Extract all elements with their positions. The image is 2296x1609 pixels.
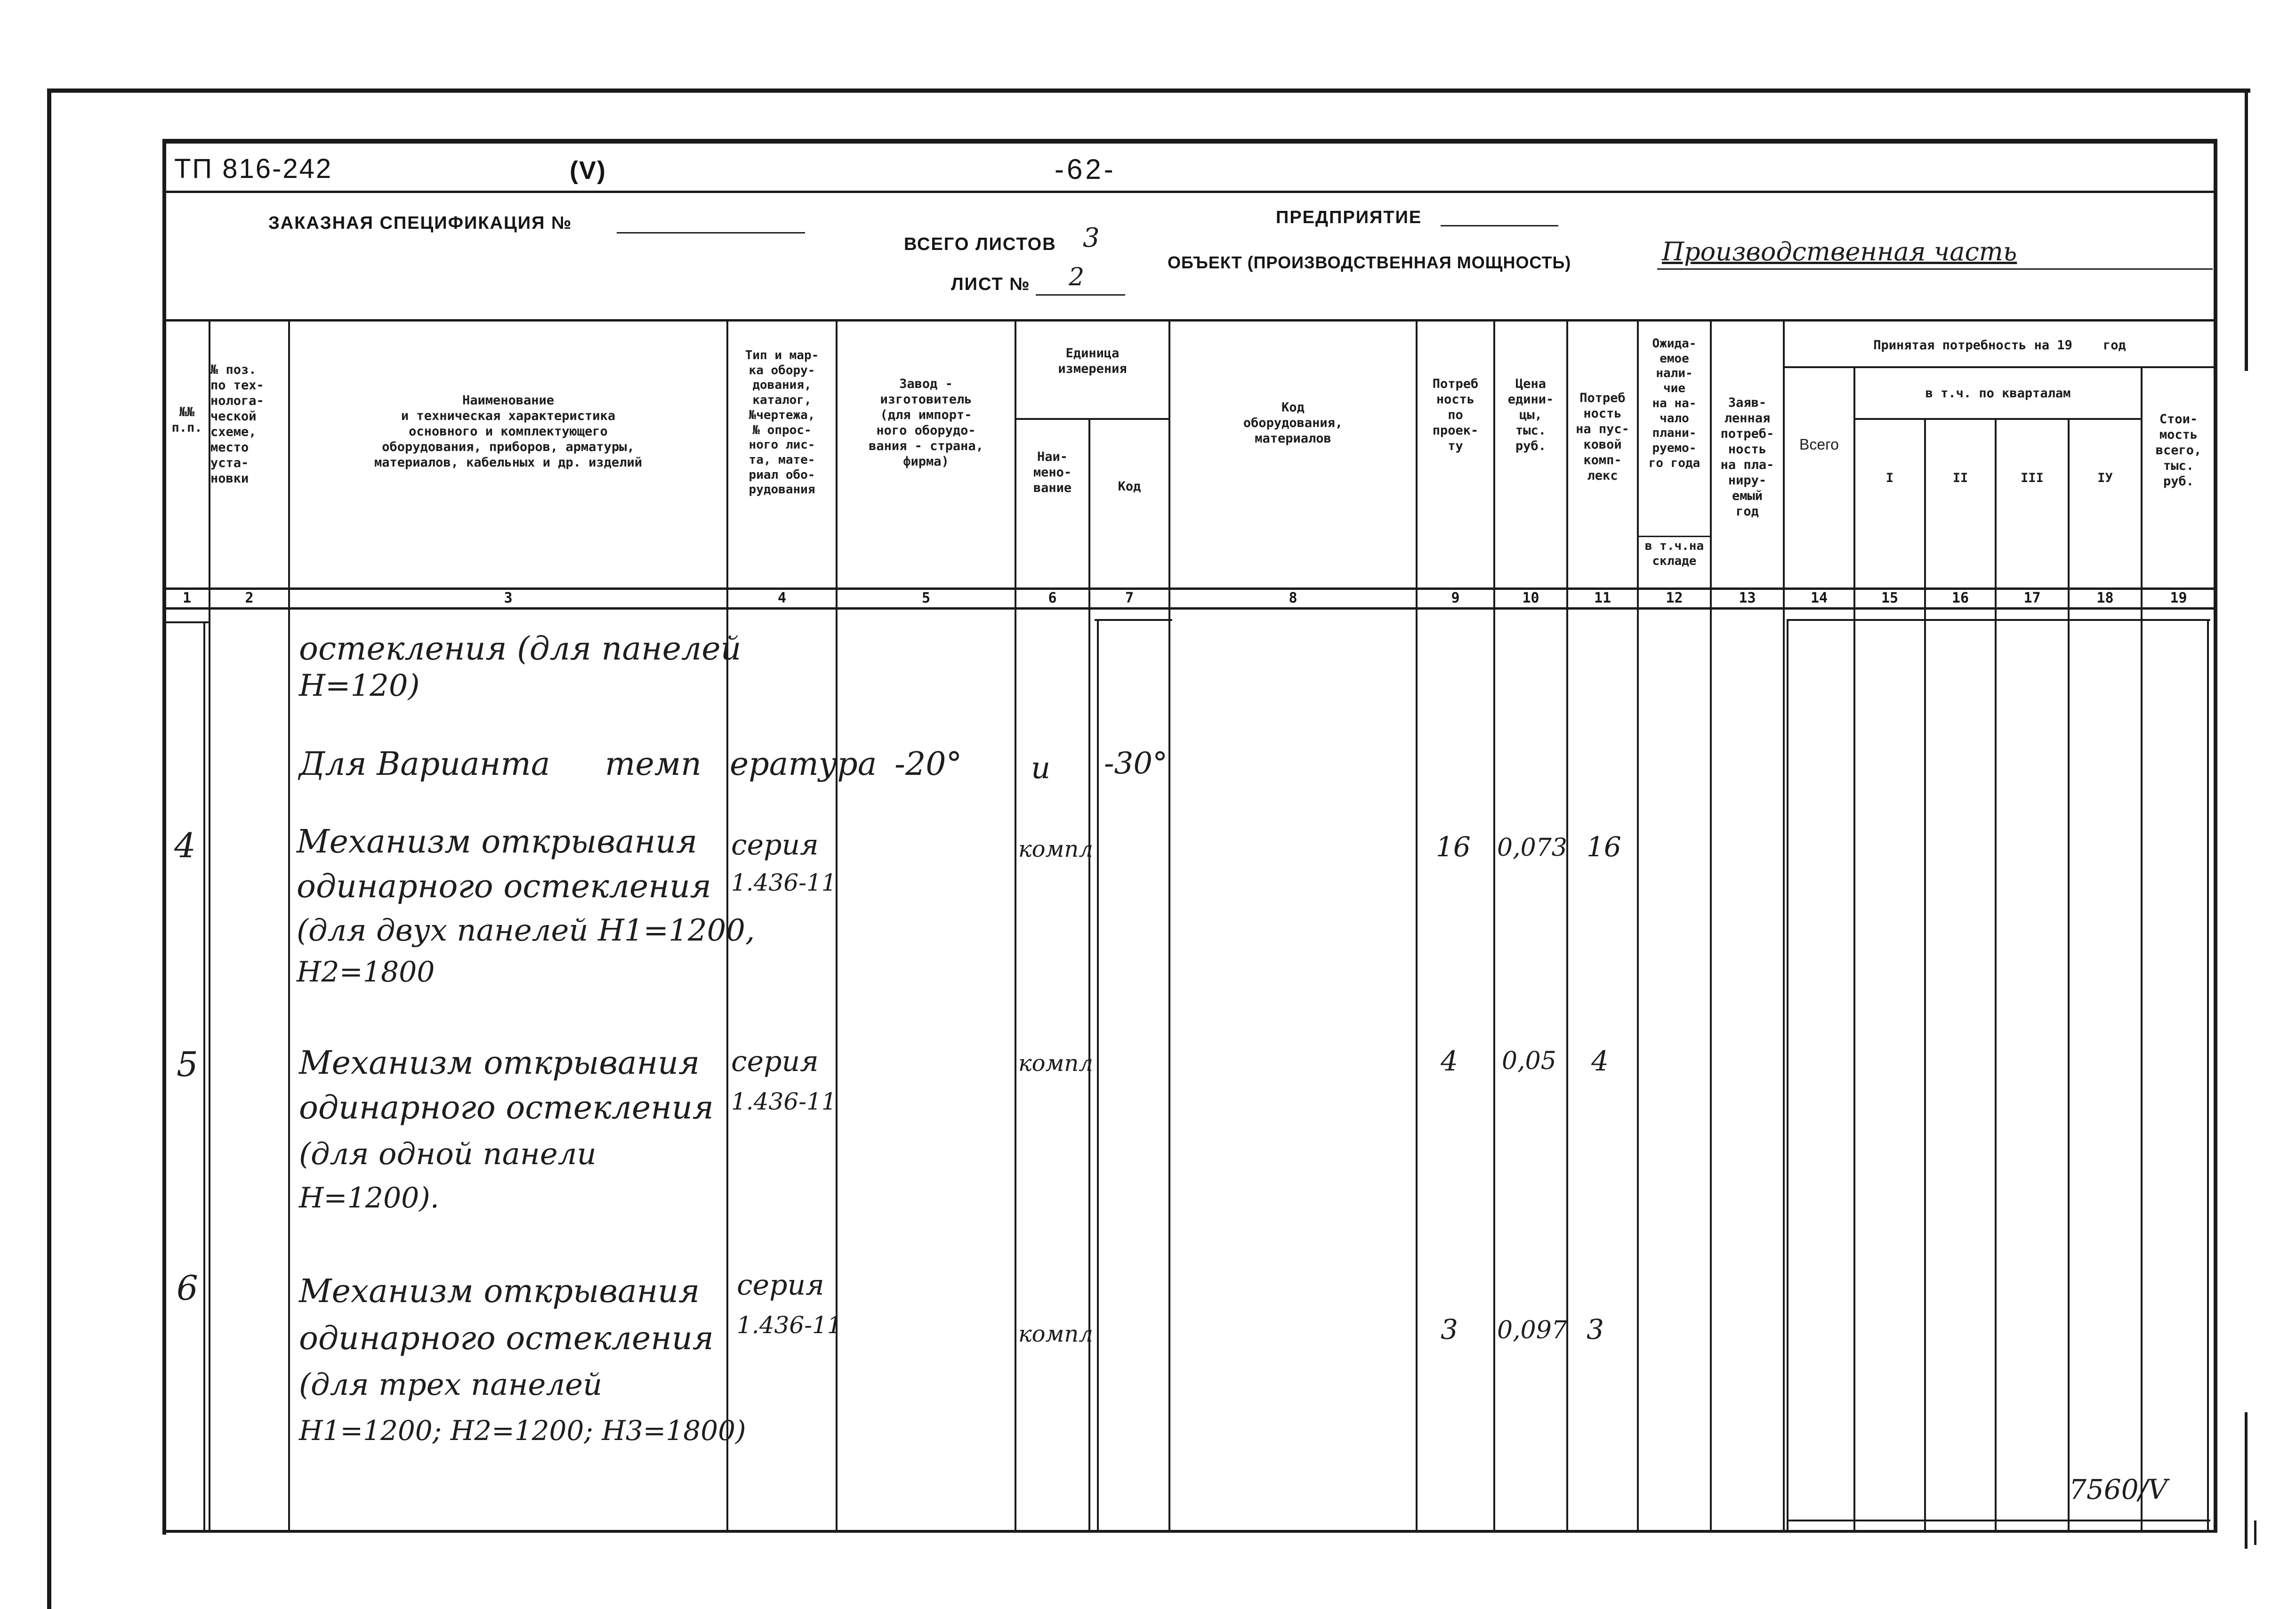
item-launch-qty: 16 bbox=[1587, 831, 1621, 863]
stock-sub-line bbox=[1638, 536, 1711, 537]
col-sep-17 bbox=[2068, 419, 2070, 1532]
col-number: 18 bbox=[2096, 590, 2114, 606]
col-header-6: Наи- мено- вание bbox=[1033, 450, 1072, 495]
col-number: 3 bbox=[504, 590, 513, 606]
body-inner-bottom-c bbox=[1787, 1520, 2210, 1521]
accepted-group-header: Принятая потребность на 19 год bbox=[1873, 338, 2126, 353]
sheet-label: ЛИСТ № bbox=[951, 274, 1031, 294]
col-number: 7 bbox=[1125, 590, 1134, 606]
unit-group-header: Единица измерения bbox=[1058, 346, 1127, 376]
col-sep-5 bbox=[1015, 320, 1016, 1532]
item-launch-qty: 3 bbox=[1587, 1313, 1604, 1345]
spec-number-line bbox=[617, 232, 805, 233]
col-number: 2 bbox=[245, 590, 254, 606]
body-inner-left-c bbox=[1787, 619, 1788, 1532]
col-number: 8 bbox=[1289, 590, 1297, 606]
unit-group-line bbox=[1015, 418, 1169, 420]
col-header-12-stock: в т.ч.на складе bbox=[1644, 539, 1704, 568]
col-header-12: Ожида- емое нали- чие на на- чало плани- руемо- го года bbox=[1648, 337, 1700, 470]
spec-bottom-line bbox=[166, 319, 2214, 322]
table-left-border bbox=[162, 139, 166, 1535]
object-label: ОБЪЕКТ (ПРОИЗВОДСТВЕННАЯ МОЩНОСТЬ) bbox=[1168, 253, 1571, 272]
body-inner-top-b bbox=[1095, 619, 1172, 621]
col-header-13: Заяв- ленная потреб- ность на пла- ниру- емый год bbox=[1720, 395, 1774, 519]
body-inner-top-c bbox=[1787, 619, 2210, 621]
outer-top-border bbox=[47, 88, 2250, 93]
doc-mark: (V) bbox=[570, 156, 606, 185]
object-line bbox=[1657, 268, 2213, 270]
body-inner-left-a bbox=[203, 621, 205, 1532]
item-launch-qty: 4 bbox=[1591, 1045, 1609, 1077]
item-type: серия bbox=[731, 1045, 819, 1078]
col-sep-13 bbox=[1783, 320, 1785, 1532]
body-inner-right-c bbox=[2207, 619, 2209, 1532]
col-numbers-top bbox=[166, 587, 2214, 590]
row-number: 5 bbox=[177, 1045, 198, 1084]
col-header-18: IУ bbox=[2097, 471, 2113, 485]
table-top-border bbox=[165, 139, 2217, 144]
col-number: 4 bbox=[777, 590, 787, 606]
item-name-line: (для двух панелей H1=1200, bbox=[297, 913, 755, 948]
col-sep-11 bbox=[1637, 320, 1639, 1532]
col-sep-6 bbox=[1088, 419, 1090, 1532]
item-name-line: одинарного остекления bbox=[299, 1320, 714, 1357]
col-sep-10 bbox=[1566, 320, 1568, 1532]
col-header-4: Тип и мар- ка обору- дования, каталог, №чертежа, № опрос- ного лис- та, мате- риал обо- рудования bbox=[745, 348, 819, 497]
col-sep-8 bbox=[1416, 320, 1418, 1532]
col-header-14: Всего bbox=[1799, 436, 1839, 453]
col-sep-7 bbox=[1168, 320, 1170, 1532]
body-inner-top-a bbox=[166, 621, 209, 623]
col-sep-1 bbox=[209, 320, 210, 1532]
col-sep-2 bbox=[288, 320, 290, 1532]
item-type: 1.436-11 bbox=[731, 869, 837, 896]
page-number: -62- bbox=[1055, 153, 1116, 185]
item-type: серия bbox=[731, 829, 819, 861]
col-header-11: Потреб ность на пус- ковой комп- лекс bbox=[1576, 391, 1629, 483]
col-header-15: I bbox=[1885, 471, 1894, 485]
outer-left-border bbox=[47, 88, 51, 1609]
col-header-19: Стои- мость всего, тыс. руб. bbox=[2155, 412, 2202, 489]
col-header-1: №№ п.п. bbox=[171, 405, 202, 435]
col-header-10: Цена едини- цы, тыс. руб. bbox=[1507, 377, 1554, 453]
body-inner-left-b bbox=[1097, 619, 1099, 1532]
col-header-5: Завод - изготовитель (для импорт- ного оборудо- вания - страна, фирма) bbox=[869, 377, 983, 469]
row-number: 6 bbox=[177, 1268, 198, 1308]
item-name-line: H=1200). bbox=[299, 1182, 439, 1215]
item-name-line: одинарного остекления bbox=[297, 868, 711, 905]
enterprise-line bbox=[1441, 225, 1558, 226]
item-name-line: Механизм открывания bbox=[299, 1273, 700, 1310]
col-sep-18 bbox=[2141, 367, 2143, 1532]
item-name-line: (для одной панели bbox=[299, 1137, 596, 1172]
col-number: 5 bbox=[921, 590, 931, 606]
sheet-number-line bbox=[1036, 294, 1125, 296]
col-header-3: Наименование и техническая характеристика основного и комплектующего оборудования, приборов, арматуры, материалов, кабельных и др. изделий bbox=[374, 393, 642, 470]
item-price: 0,097 bbox=[1497, 1316, 1567, 1344]
item-qty: 3 bbox=[1441, 1313, 1458, 1345]
doc-code: ТП 816-242 bbox=[174, 153, 333, 184]
outer-right-border bbox=[2245, 88, 2248, 371]
col-number: 1 bbox=[182, 590, 192, 606]
col-header-17: III bbox=[2021, 471, 2044, 485]
cont-line-1: остекления (для панелей bbox=[299, 630, 741, 668]
sheets-total-label: ВСЕГО ЛИСТОВ bbox=[904, 234, 1056, 254]
col-numbers-bottom bbox=[166, 607, 2214, 610]
item-type: 1.436-11 bbox=[731, 1088, 837, 1115]
item-unit: компл bbox=[1018, 836, 1093, 862]
col-header-16: II bbox=[1952, 471, 1968, 485]
col-header-2: № поз. по тех- нолога- ческой схеме, место уста- новки bbox=[210, 362, 264, 486]
variant-temp-b: -30° bbox=[1104, 746, 1168, 781]
col-sep-15 bbox=[1924, 419, 1926, 1532]
item-unit: компл bbox=[1018, 1321, 1093, 1347]
outer-right-border-low bbox=[2245, 1412, 2248, 1549]
item-name-line: H1=1200; H2=1200; H3=1800) bbox=[299, 1415, 746, 1447]
col-number: 13 bbox=[1739, 590, 1756, 606]
item-name-line: H2=1800 bbox=[297, 956, 435, 989]
right-margin-tick bbox=[2254, 1521, 2256, 1545]
cont-line-2: H=120) bbox=[299, 668, 420, 703]
col-number: 15 bbox=[1881, 590, 1899, 606]
title-bar-line bbox=[166, 191, 2214, 193]
footer-stamp: 7560/V bbox=[2069, 1473, 2168, 1505]
col-sep-9 bbox=[1493, 320, 1495, 1532]
variant-temp-a: -20° bbox=[894, 746, 962, 783]
item-type: 1.436-11 bbox=[737, 1311, 842, 1339]
item-name-line: Механизм открывания bbox=[299, 1045, 700, 1082]
col-sep-4 bbox=[836, 320, 838, 1532]
col-header-8: Код оборудования, материалов bbox=[1243, 400, 1343, 446]
col-number: 10 bbox=[1522, 590, 1539, 606]
item-price: 0,073 bbox=[1497, 834, 1567, 862]
item-price: 0,05 bbox=[1502, 1047, 1556, 1075]
accepted-group-line bbox=[1784, 366, 2215, 368]
spec-label: ЗАКАЗНАЯ СПЕЦИФИКАЦИЯ № bbox=[268, 213, 572, 233]
col-number: 19 bbox=[2170, 590, 2187, 606]
item-qty: 4 bbox=[1441, 1045, 1458, 1077]
col-header-7: Код bbox=[1118, 479, 1141, 494]
enterprise-label: ПРЕДПРИЯТИЕ bbox=[1276, 208, 1422, 227]
col-number: 6 bbox=[1048, 590, 1057, 606]
table-bottom-border bbox=[162, 1530, 2217, 1533]
item-type: серия bbox=[737, 1269, 824, 1302]
item-name-line: (для трех панелей bbox=[299, 1368, 603, 1402]
sheets-total-value: 3 bbox=[1083, 223, 1100, 253]
col-number: 12 bbox=[1666, 590, 1683, 606]
variant-text-c: ература bbox=[730, 746, 877, 783]
col-number: 11 bbox=[1594, 590, 1611, 606]
variant-text-b: темп bbox=[605, 746, 701, 783]
col-number: 17 bbox=[2023, 590, 2041, 606]
item-unit: компл bbox=[1018, 1050, 1093, 1077]
col-number: 16 bbox=[1951, 590, 1969, 606]
col-number: 9 bbox=[1451, 590, 1460, 606]
col-sep-14 bbox=[1853, 367, 1855, 1532]
item-name-line: одинарного остекления bbox=[299, 1089, 714, 1126]
col-number: 14 bbox=[1810, 590, 1828, 606]
col-header-9: Потреб ность по проек- ту bbox=[1432, 377, 1479, 453]
variant-conj: и bbox=[1031, 751, 1051, 786]
item-name-line: Механизм открывания bbox=[297, 823, 698, 861]
quarters-group-line bbox=[1854, 418, 2142, 420]
quarters-group-header: в т.ч. по кварталам bbox=[1925, 386, 2071, 401]
col-sep-16 bbox=[1995, 419, 1997, 1532]
object-value: Производственная часть bbox=[1662, 237, 2017, 266]
item-qty: 16 bbox=[1436, 831, 1471, 863]
sheet-number-value: 2 bbox=[1069, 263, 1085, 291]
variant-text-a: Для Варианта bbox=[299, 746, 550, 783]
row-number: 4 bbox=[174, 826, 196, 865]
